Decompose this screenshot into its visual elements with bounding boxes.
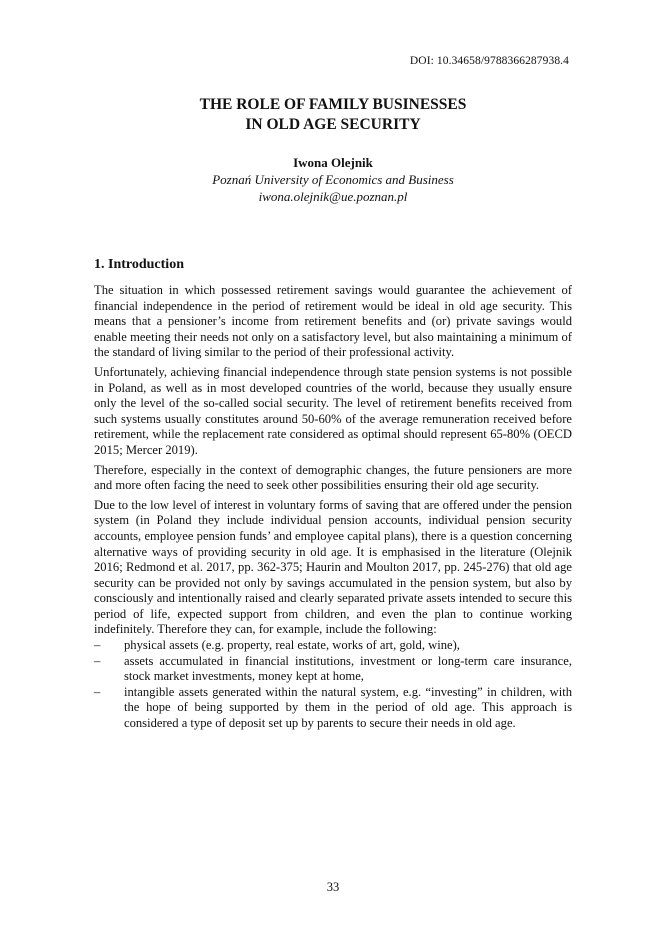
body-text xyxy=(94,283,572,732)
list-item xyxy=(94,685,572,732)
paragraph: The situation in which possessed retirement savings would guarantee the achievement of financial independence in the period of retirement would be ideal in old age security. This means that a pensioner’s income from retirement benefits and (or) private savings would enable meeting their needs not only on a satisfactory level, but also maintaining a minimum of the standard of living similar to the period of their professional activity. xyxy=(94,283,572,360)
list-item-text: physical assets (e.g. property, real estate, works of art, gold, wine), xyxy=(124,638,460,653)
paragraph: Therefore, especially in the context of demographic changes, the future pensioners are more and more often facing the need to seek other possibilities ensuring their old age security. xyxy=(94,462,572,493)
list-bullet: – xyxy=(94,638,101,653)
list-bullet: – xyxy=(94,653,101,668)
author-affiliation: Poznań University of Economics and Business xyxy=(212,172,454,187)
asset-list xyxy=(94,638,572,732)
author-block xyxy=(0,154,666,205)
list-item-text: assets accumulated in financial institutions, investment or long-term care insurance, stock market investments, money kept at home, xyxy=(124,653,572,684)
article-title-line-2: IN OLD AGE SECURITY xyxy=(245,116,421,133)
list-item xyxy=(94,638,572,654)
list-item-text: intangible assets generated within the natural system, e.g. “investing” in children, with the hope of being supported by them in the period of old age. This approach is considered a type of deposit set up by parents to secure their needs in old age. xyxy=(124,684,572,731)
list-bullet: – xyxy=(94,684,101,699)
doi-identifier: DOI: 10.34658/9788366287938.4 xyxy=(409,55,569,67)
paragraph: Due to the low level of interest in voluntary forms of saving that are offered under the pension system (in Poland they include individual pension accounts, individual pension security accounts, employee pension funds’ and employee capital plans), there is a question concerning alternative ways of providing security in old age. It is emphasised in the literature (Olejnik 2016; Redmond et al. 2017, pp. 362-375; Haurin and Moulton 2017, pp. 245-276) that old age security can be provided not only by savings accumulated in the pension system, but also by consciously and intentionally raised and clearly separated private assets intended to secure this period of life, expected support from children, and even the plan to continue working indefinitely. Therefore they can, for example, include the following: xyxy=(94,497,572,637)
page-number: 33 xyxy=(326,880,340,894)
list-item xyxy=(94,654,572,685)
section-heading: 1. Introduction xyxy=(94,257,184,272)
article-title-line-1: THE ROLE OF FAMILY BUSINESSES xyxy=(199,96,467,113)
paragraph: Unfortunately, achieving financial independence through state pension systems is not possible in Poland, as well as in most developed countries of the world, because they usually ensure only the level of the so-called social security. The level of retirement benefits received from such systems usually constitutes around 50-60% of the average remuneration received before retirement, while the replacement rate considered as optimal should represent 65-80% (OECD 2015; Mercer 2019). xyxy=(94,364,572,457)
author-name: Iwona Olejnik xyxy=(293,155,373,170)
author-email: iwona.olejnik@ue.poznan.pl xyxy=(258,189,408,204)
article-title xyxy=(0,95,666,135)
